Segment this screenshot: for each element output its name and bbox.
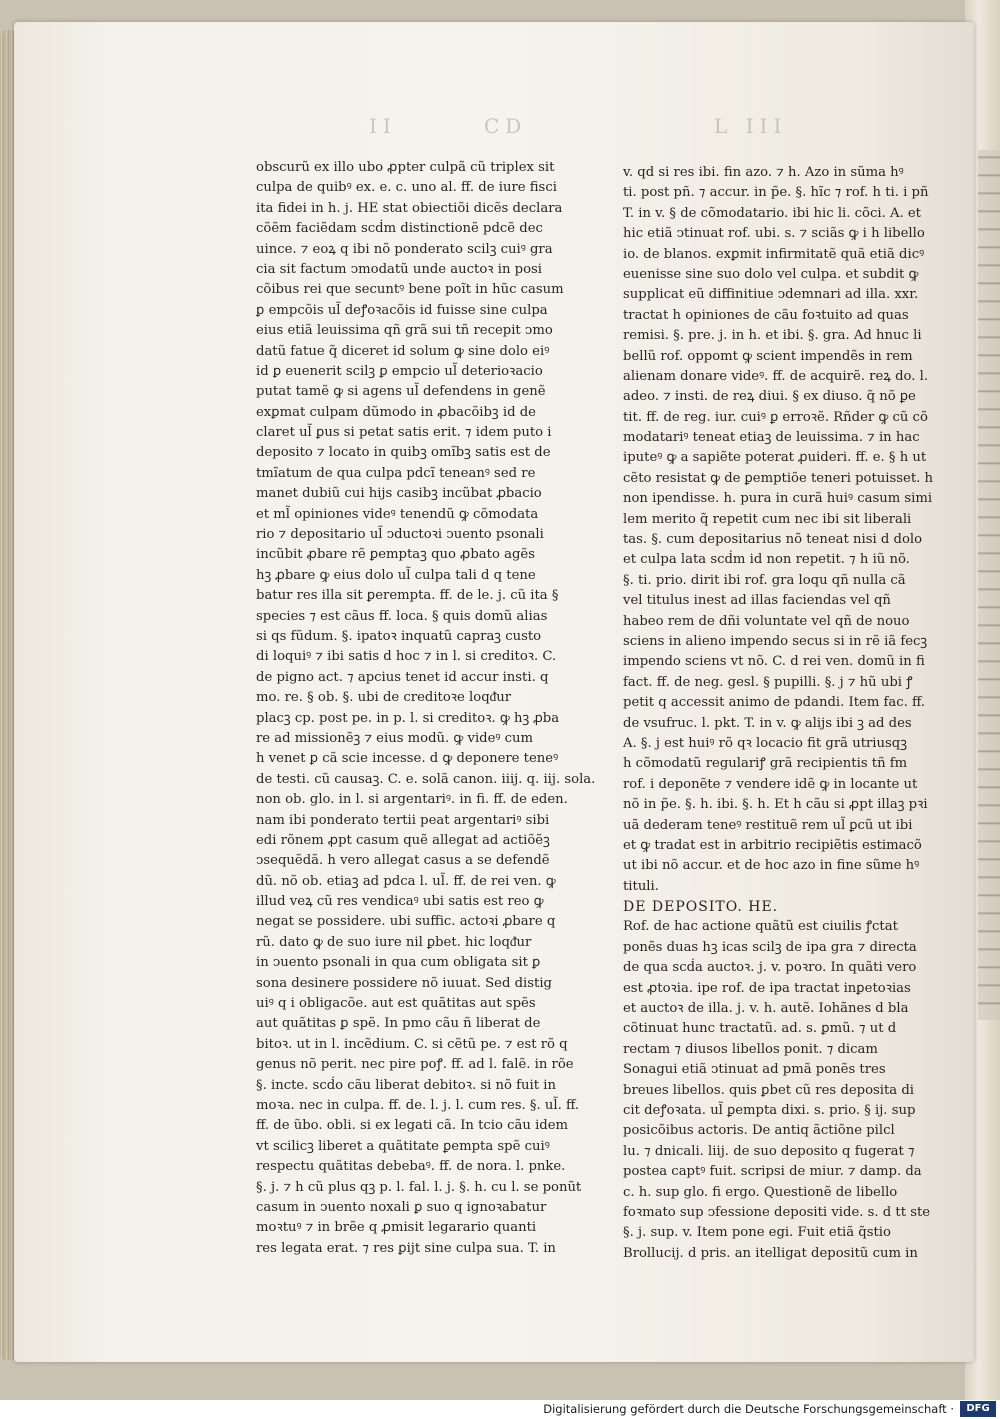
left-line-28: placꝫ cp. post pe. in p. l. si creditoꝛ. ꝙ hꝫ ꝓba bbox=[256, 710, 560, 726]
section-line-4: est ꝓtoꝛia. ipe rof. de ipa tractat inꝑetoꝛias bbox=[623, 980, 911, 996]
left-line-17: manet dubiũ cui hijs casibꝫ incũbat ꝓbacio bbox=[256, 486, 542, 502]
section-line-14: c. h. sup glo. fi ergo. Questionẽ de libello bbox=[623, 1184, 898, 1200]
section-heading: DE DEPOSITO. HE. bbox=[623, 899, 779, 916]
header-bleed-2: II bbox=[369, 114, 397, 138]
right-text-column bbox=[623, 163, 933, 1264]
right-line-22: vel titulus inest ad illas faciendas vel qñ bbox=[623, 593, 891, 609]
left-line-49: vt scilicꝫ liberet a quãtitate ꝑempta spẽ cuiꝰ bbox=[256, 1138, 550, 1154]
left-line-16: tmĩatum de qua culpa pdcĩ teneanꝰ sed re bbox=[256, 465, 536, 481]
left-line-33: nam ibi ponderato tertii peat argentariꝰ sibi bbox=[256, 812, 550, 828]
header-bleed-3: L III bbox=[714, 114, 788, 138]
left-line-3: ita fidei in h. j. HE stat obiectiõi dicẽs declara bbox=[256, 200, 563, 216]
left-line-6: cia sit factum ↄmodatũ unde auctoꝛ in posi bbox=[256, 261, 542, 277]
right-line-26: fact. ff. de neg. gesl. § pupilli. §. j ⁊ hũ ubi ꝭ bbox=[623, 674, 913, 690]
right-line-14: modatariꝰ teneat etiaꝫ de leuissima. ⁊ in hac bbox=[623, 430, 920, 446]
right-line-7: supplicat eũ diffinitiue ↄdemnari ad illa. xxr. bbox=[623, 287, 919, 303]
left-line-39: rũ. dato ꝙ de suo iure nil ꝑbet. hic loqᵭur bbox=[256, 934, 532, 950]
section-line-12: lu. ⁊ dnicali. liij. de suo deposito q fugerat ⁊ bbox=[623, 1143, 915, 1159]
left-line-23: species ⁊ est cãus ff. loca. § quis domũ alias bbox=[256, 608, 548, 624]
left-line-44: bitoꝛ. ut in l. incẽdium. C. si cẽtũ pe. ⁊ est rõ q bbox=[256, 1036, 568, 1052]
right-line-1: v. qd si res ibi. fin azo. ⁊ h. Azo in sũma hꝰ bbox=[623, 165, 904, 180]
right-line-29: A. §. j est huiꝰ rõ qꝛ locacio fit grã utriusqꝫ bbox=[623, 735, 907, 751]
section-line-3: de qua scḋa auctoꝛ. j. v. poꝛro. In quãti vero bbox=[623, 960, 917, 976]
left-line-18: et ml̃ opiniones videꝰ tenendũ ꝙ cõmodata bbox=[256, 506, 539, 522]
right-column-section-body bbox=[623, 917, 933, 1264]
right-line-36: tituli. bbox=[623, 878, 659, 894]
right-line-16: cẽto resistat ꝙ de ꝑemptiõe teneri potuisset. h bbox=[623, 470, 934, 486]
left-line-29: re ad missionẽꝫ ⁊ eius modũ. ꝙ videꝰ cum bbox=[256, 730, 534, 746]
right-line-27: petit q accessit animo de pdandi. Item fac. ff. bbox=[623, 695, 926, 711]
left-line-11: id ꝑ euenerit scilꝫ ꝑ empcio ul̃ deterioꝛacio bbox=[256, 363, 543, 379]
section-line-10: cit deꝭoꝛata. ul̃ ꝑempta dixi. s. prio. § ij. sup bbox=[623, 1102, 916, 1118]
left-line-21: hꝫ ꝓbare ꝙ eius dolo ul̃ culpa tali d q tene bbox=[256, 567, 536, 583]
header-bleed-1: CD bbox=[484, 114, 528, 138]
right-line-12: adeo. ⁊ insti. de reꝝ diui. § ex diuso. q̃ nõ ꝑe bbox=[623, 389, 916, 405]
section-line-8: Sonagui etiã ↄtinuat ad pmã ponẽs tres bbox=[623, 1062, 886, 1078]
left-line-12: putat tamẽ ꝙ si agens ul̃ defendens in genẽ bbox=[256, 384, 546, 400]
left-line-27: mo. re. § ob. §. ubi de creditoꝛe loqᵭur bbox=[256, 690, 512, 706]
section-line-1: Rof. de hac actione quãtũ est ciuilis ꝭctat bbox=[623, 919, 898, 935]
left-line-45: genus nõ perit. nec pire poꝭ. ff. ad l. falẽ. in rõe bbox=[256, 1057, 574, 1073]
section-line-6: cõtinuat hunc tractatũ. ad. s. ꝑmũ. ⁊ ut d bbox=[623, 1021, 897, 1037]
left-line-46: §. incte. scḋo cãu liberat debitoꝛ. si nõ fuit in bbox=[256, 1077, 556, 1093]
right-line-8: tractat h opiniones de cãu foꝛtuito ad quas bbox=[623, 307, 909, 323]
left-line-31: de testi. cũ causaꝫ. C. e. solã canon. iiij. q. iij. sola. bbox=[256, 771, 596, 787]
left-line-35: ↄsequẽdã. h vero allegat casus a se defendẽ bbox=[256, 853, 550, 869]
left-line-7: cõibus rei que secuntꝰ bene poĩt in hũc casum bbox=[256, 282, 564, 298]
left-line-30: h venet ꝑ cã scie incesse. d ꝙ deponere teneꝰ bbox=[256, 751, 559, 767]
right-line-25: impendo sciens vt nõ. C. d rei ven. domũ in fi bbox=[623, 654, 925, 670]
footer-bar bbox=[0, 1400, 1000, 1419]
left-line-40: in ↄuento psonali in qua cum obligata sit ꝑ bbox=[256, 955, 541, 971]
section-line-9: breues libellos. quis ꝑbet cũ res deposita di bbox=[623, 1082, 915, 1098]
section-line-13: postea captꝰ fuit. scripsi de miur. ⁊ damp. da bbox=[623, 1164, 922, 1180]
left-line-50: respectu quãtitas debebaꝰ. ff. de nora. l. pnke. bbox=[256, 1159, 566, 1175]
right-line-31: rof. i deponẽte ⁊ vendere idẽ ꝙ in locante ut bbox=[623, 776, 918, 792]
left-line-43: aut quãtitas ꝑ spẽ. In pmo cãu ñ liberat de bbox=[256, 1016, 541, 1032]
left-line-26: de pigno act. ⁊ apcius tenet id accur insti. q bbox=[256, 669, 549, 685]
right-line-17: non ipendisse. h. pura in curã huiꝰ casum simi bbox=[623, 491, 933, 507]
left-line-9: eius etiã leuissima qñ grã sui tñ recepit ↄmo bbox=[256, 323, 553, 339]
right-line-32: nõ in p̃e. §. h. ibi. §. h. Et h cãu si ꝓpt illaꝫ pꝛi bbox=[623, 797, 928, 813]
left-line-24: si qs fũdum. §. ipatoꝛ inquatũ capraꝫ custo bbox=[256, 628, 542, 644]
right-column-body bbox=[623, 163, 933, 897]
left-line-20: incũbit ꝓbare rẽ ꝑemptaꝫ quo ꝓbato agẽs bbox=[256, 547, 535, 563]
right-line-30: h cõmodatũ regulariꝭ grã recipientis tñ fm bbox=[623, 756, 908, 772]
right-line-33: uã dederam teneꝰ restituẽ rem ul̃ ꝑcũ ut ibi bbox=[623, 817, 913, 833]
left-line-14: claret ul̃ ꝑus si petat satis erit. ⁊ idem puto i bbox=[256, 425, 552, 441]
section-line-15: foꝛmato sup ↄfessione depositi vide. s. d tt ste bbox=[623, 1204, 931, 1220]
right-line-20: et culpa lata scḋm id non repetit. ⁊ h iũ nõ. bbox=[623, 552, 910, 568]
right-line-23: habeo rem de dñi voluntate vel qñ de nouo bbox=[623, 613, 910, 629]
left-line-48: ff. de ũbo. obli. si ex legati cã. In tcio cãu idem bbox=[256, 1118, 569, 1134]
dfg-logo: DFG bbox=[960, 1401, 996, 1417]
right-line-10: bellũ rof. oppomt ꝙ scient impendẽs in rem bbox=[623, 348, 913, 364]
funding-credit: Digitalisierung gefördert durch die Deutsche Forschungsgemeinschaft · bbox=[543, 1402, 954, 1416]
right-line-9: remisi. §. pre. j. in h. et ibi. §. gra. Ad hnuc li bbox=[623, 328, 922, 344]
right-line-4: hic etiã ↄtinuat rof. ubi. s. ⁊ sciãs ꝙ i h libello bbox=[623, 226, 925, 242]
facing-page-text-strip bbox=[978, 150, 1000, 1020]
left-line-19: rio ⁊ depositario ul̃ ↄductoꝛi ↄuento psonali bbox=[256, 527, 544, 543]
left-line-5: uince. ⁊ eoꝝ q ibi nõ ponderato scilꝫ cuiꝰ gra bbox=[256, 241, 553, 257]
right-line-34: et ꝙ tradat est in arbitrio recipiẽtis estimacõ bbox=[623, 837, 922, 853]
right-line-21: §. ti. prio. dirit ibi rof. gra loqu qñ nulla cã bbox=[623, 572, 906, 588]
section-line-2: ponẽs duas hꝫ icas scilꝫ de ipa gra ⁊ directa bbox=[623, 939, 917, 955]
left-line-1: obscurũ ex illo ubo ꝓpter culpã cũ triplex sit bbox=[256, 160, 555, 175]
section-line-7: rectam ⁊ diusos libellos ponit. ⁊ dicam bbox=[623, 1041, 878, 1057]
left-line-10: datũ fatue q̃ diceret id solum ꝙ sine dolo eiꝰ bbox=[256, 343, 550, 359]
right-line-35: ut ibi nõ accur. et de hoc azo in fine sũme hꝰ bbox=[623, 858, 920, 874]
left-line-4: cõẽm faciẽdam scḋm distinctionẽ pdcẽ dec bbox=[256, 221, 543, 237]
right-line-13: tit. ff. de reg. iur. cuiꝰ ꝑ erroꝛẽ. Rñder ꝙ cũ cõ bbox=[623, 409, 928, 425]
left-line-32: non ob. glo. in l. si argentariꝰ. in fi. ff. de eden. bbox=[256, 792, 568, 808]
right-line-19: tas. §. cum depositarius nõ teneat nisi d dolo bbox=[623, 532, 923, 548]
left-line-37: illud veꝝ cũ res vendicaꝰ ubi satis est reo ꝙ bbox=[256, 894, 544, 910]
left-line-54: res legata erat. ⁊ res ꝑijt sine culpa sua. T. in bbox=[256, 1240, 556, 1256]
left-line-52: casum in ↄuento noxali ꝑ suo q ignoꝛabatur bbox=[256, 1199, 547, 1215]
section-line-16: §. j. sup. v. Item pone egi. Fuit etiã q̃stio bbox=[623, 1225, 891, 1241]
right-line-28: de vsufruc. l. pkt. T. in v. ꝙ alijs ibi ꝫ ad des bbox=[623, 715, 912, 731]
left-line-13: exꝑmat culpam dũmodo in ꝓbacõibꝫ id de bbox=[256, 404, 536, 420]
left-line-51: §. j. ⁊ h cũ plus qꝫ p. l. fal. l. j. §. h. cu l. se ponũt bbox=[256, 1179, 582, 1195]
left-line-41: sona desinere possidere nõ iuuat. Sed distig bbox=[256, 975, 552, 991]
right-line-15: iputeꝰ ꝙ a sapiẽte poterat ꝓuideri. ff. e. § h ut bbox=[623, 450, 927, 466]
left-line-22: batur res illa sit ꝑerempta. ff. de le. j. cũ ita § bbox=[256, 588, 559, 604]
right-line-2: ti. post pñ. ⁊ accur. in p̃e. §. hĩc ⁊ rof. h ti. i pñ bbox=[623, 185, 929, 201]
left-line-8: ꝑ empcõis ul̃ deꝭoꝛacõis id fuisse sine culpa bbox=[256, 302, 548, 318]
left-line-38: negat se possidere. ubi suffic. actoꝛi ꝓbare q bbox=[256, 914, 556, 930]
left-text-column bbox=[256, 158, 595, 1259]
left-line-47: moꝛa. nec in culpa. ff. de. l. j. l. cum res. §. ul̃. ff. bbox=[256, 1097, 580, 1113]
left-line-34: edi rõnem ꝓpt casum quẽ allegat ad actiõẽꝫ bbox=[256, 832, 550, 848]
left-line-15: deposito ⁊ locato in quibꝫ omĩbꝫ satis est de bbox=[256, 445, 551, 461]
right-line-5: io. de blanos. exꝑmit infirmitatẽ quã etiã dicꝰ bbox=[623, 246, 925, 262]
right-line-24: sciens in alieno impendo secus si in rẽ iã fecꝫ bbox=[623, 633, 928, 649]
left-line-36: dũ. nõ ob. etiaꝫ ad pdca l. ul̃. ff. de rei ven. ꝙ bbox=[256, 873, 556, 889]
right-line-3: T. in v. § de cõmodatario. ibi hic li. cõci. A. et bbox=[623, 205, 921, 221]
right-line-11: alienam donare videꝰ. ff. de acquirẽ. reꝝ do. l. bbox=[623, 368, 929, 384]
right-line-6: euenisse sine suo dolo vel culpa. et subdit ꝙ bbox=[623, 266, 919, 282]
left-line-2: culpa de quibꝰ ex. e. c. uno al. ff. de iure fisci bbox=[256, 180, 557, 196]
right-line-18: lem merito q̃ repetit cum nec ibi sit liberali bbox=[623, 511, 912, 527]
left-line-53: moꝛtuꝰ ⁊ in brẽe q ꝓmisit legarario quanti bbox=[256, 1220, 537, 1236]
left-line-25: di loquiꝰ ⁊ ibi satis d hoc ⁊ in l. si creditoꝛ. C. bbox=[256, 649, 557, 665]
left-line-42: uiꝰ q i obligacõe. aut est quãtitas aut spẽs bbox=[256, 996, 536, 1012]
section-line-17: Brollucij. d pris. an itelligat depositũ cum in bbox=[623, 1245, 918, 1261]
section-line-5: et auctoꝛ de illa. j. v. h. autẽ. Iohãnes d bla bbox=[623, 1001, 909, 1017]
section-line-11: posicõibus actoris. De antiq ãctiõne pilcl bbox=[623, 1123, 895, 1139]
